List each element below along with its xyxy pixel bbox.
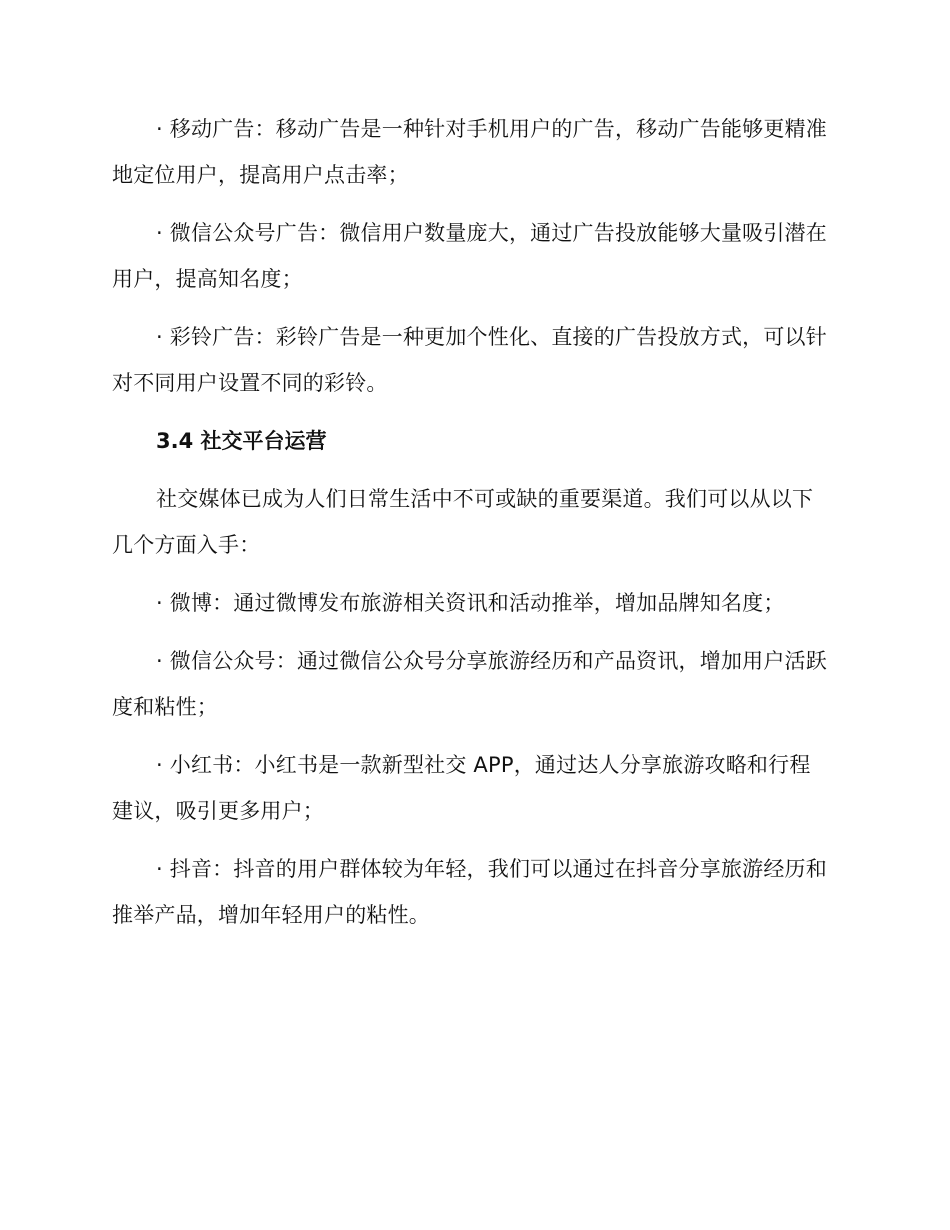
- social-item-douyin: · 抖音：抖音的用户群体较为年轻，我们可以通过在抖音分享旅游经历和推举产品，增加年轻用户的粘性。: [112, 857, 827, 927]
- ad-item-ringtone: · 彩铃广告：彩铃广告是一种更加个性化、直接的广告投放方式，可以针对不同用户设置不同的彩铃。: [112, 325, 827, 395]
- social-item-weibo: · 微博：通过微博发布旅游相关资讯和活动推举，增加品牌知名度；: [156, 591, 785, 615]
- section-intro: 社交媒体已成为人们日常生活中不可或缺的重要渠道。我们可以从以下几个方面入手：: [112, 487, 814, 557]
- social-item-wechat: · 微信公众号：通过微信公众号分享旅游经历和产品资讯，增加用户活跃度和粘性；: [112, 649, 827, 719]
- ad-item-wechat-official: · 微信公众号广告：微信用户数量庞大，通过广告投放能够大量吸引潜在用户，提高知名度；: [112, 221, 827, 291]
- document-body: [112, 106, 828, 950]
- ad-item-mobile: · 移动广告：移动广告是一种针对手机用户的广告，移动广告能够更精准地定位用户，提高用户点击率；: [112, 117, 827, 187]
- social-item-xiaohongshu: · 小红书：小红书是一款新型社交 APP，通过达人分享旅游攻略和行程建议，吸引更多用户；: [112, 753, 811, 823]
- section-heading: 3.4 社交平台运营: [156, 429, 327, 453]
